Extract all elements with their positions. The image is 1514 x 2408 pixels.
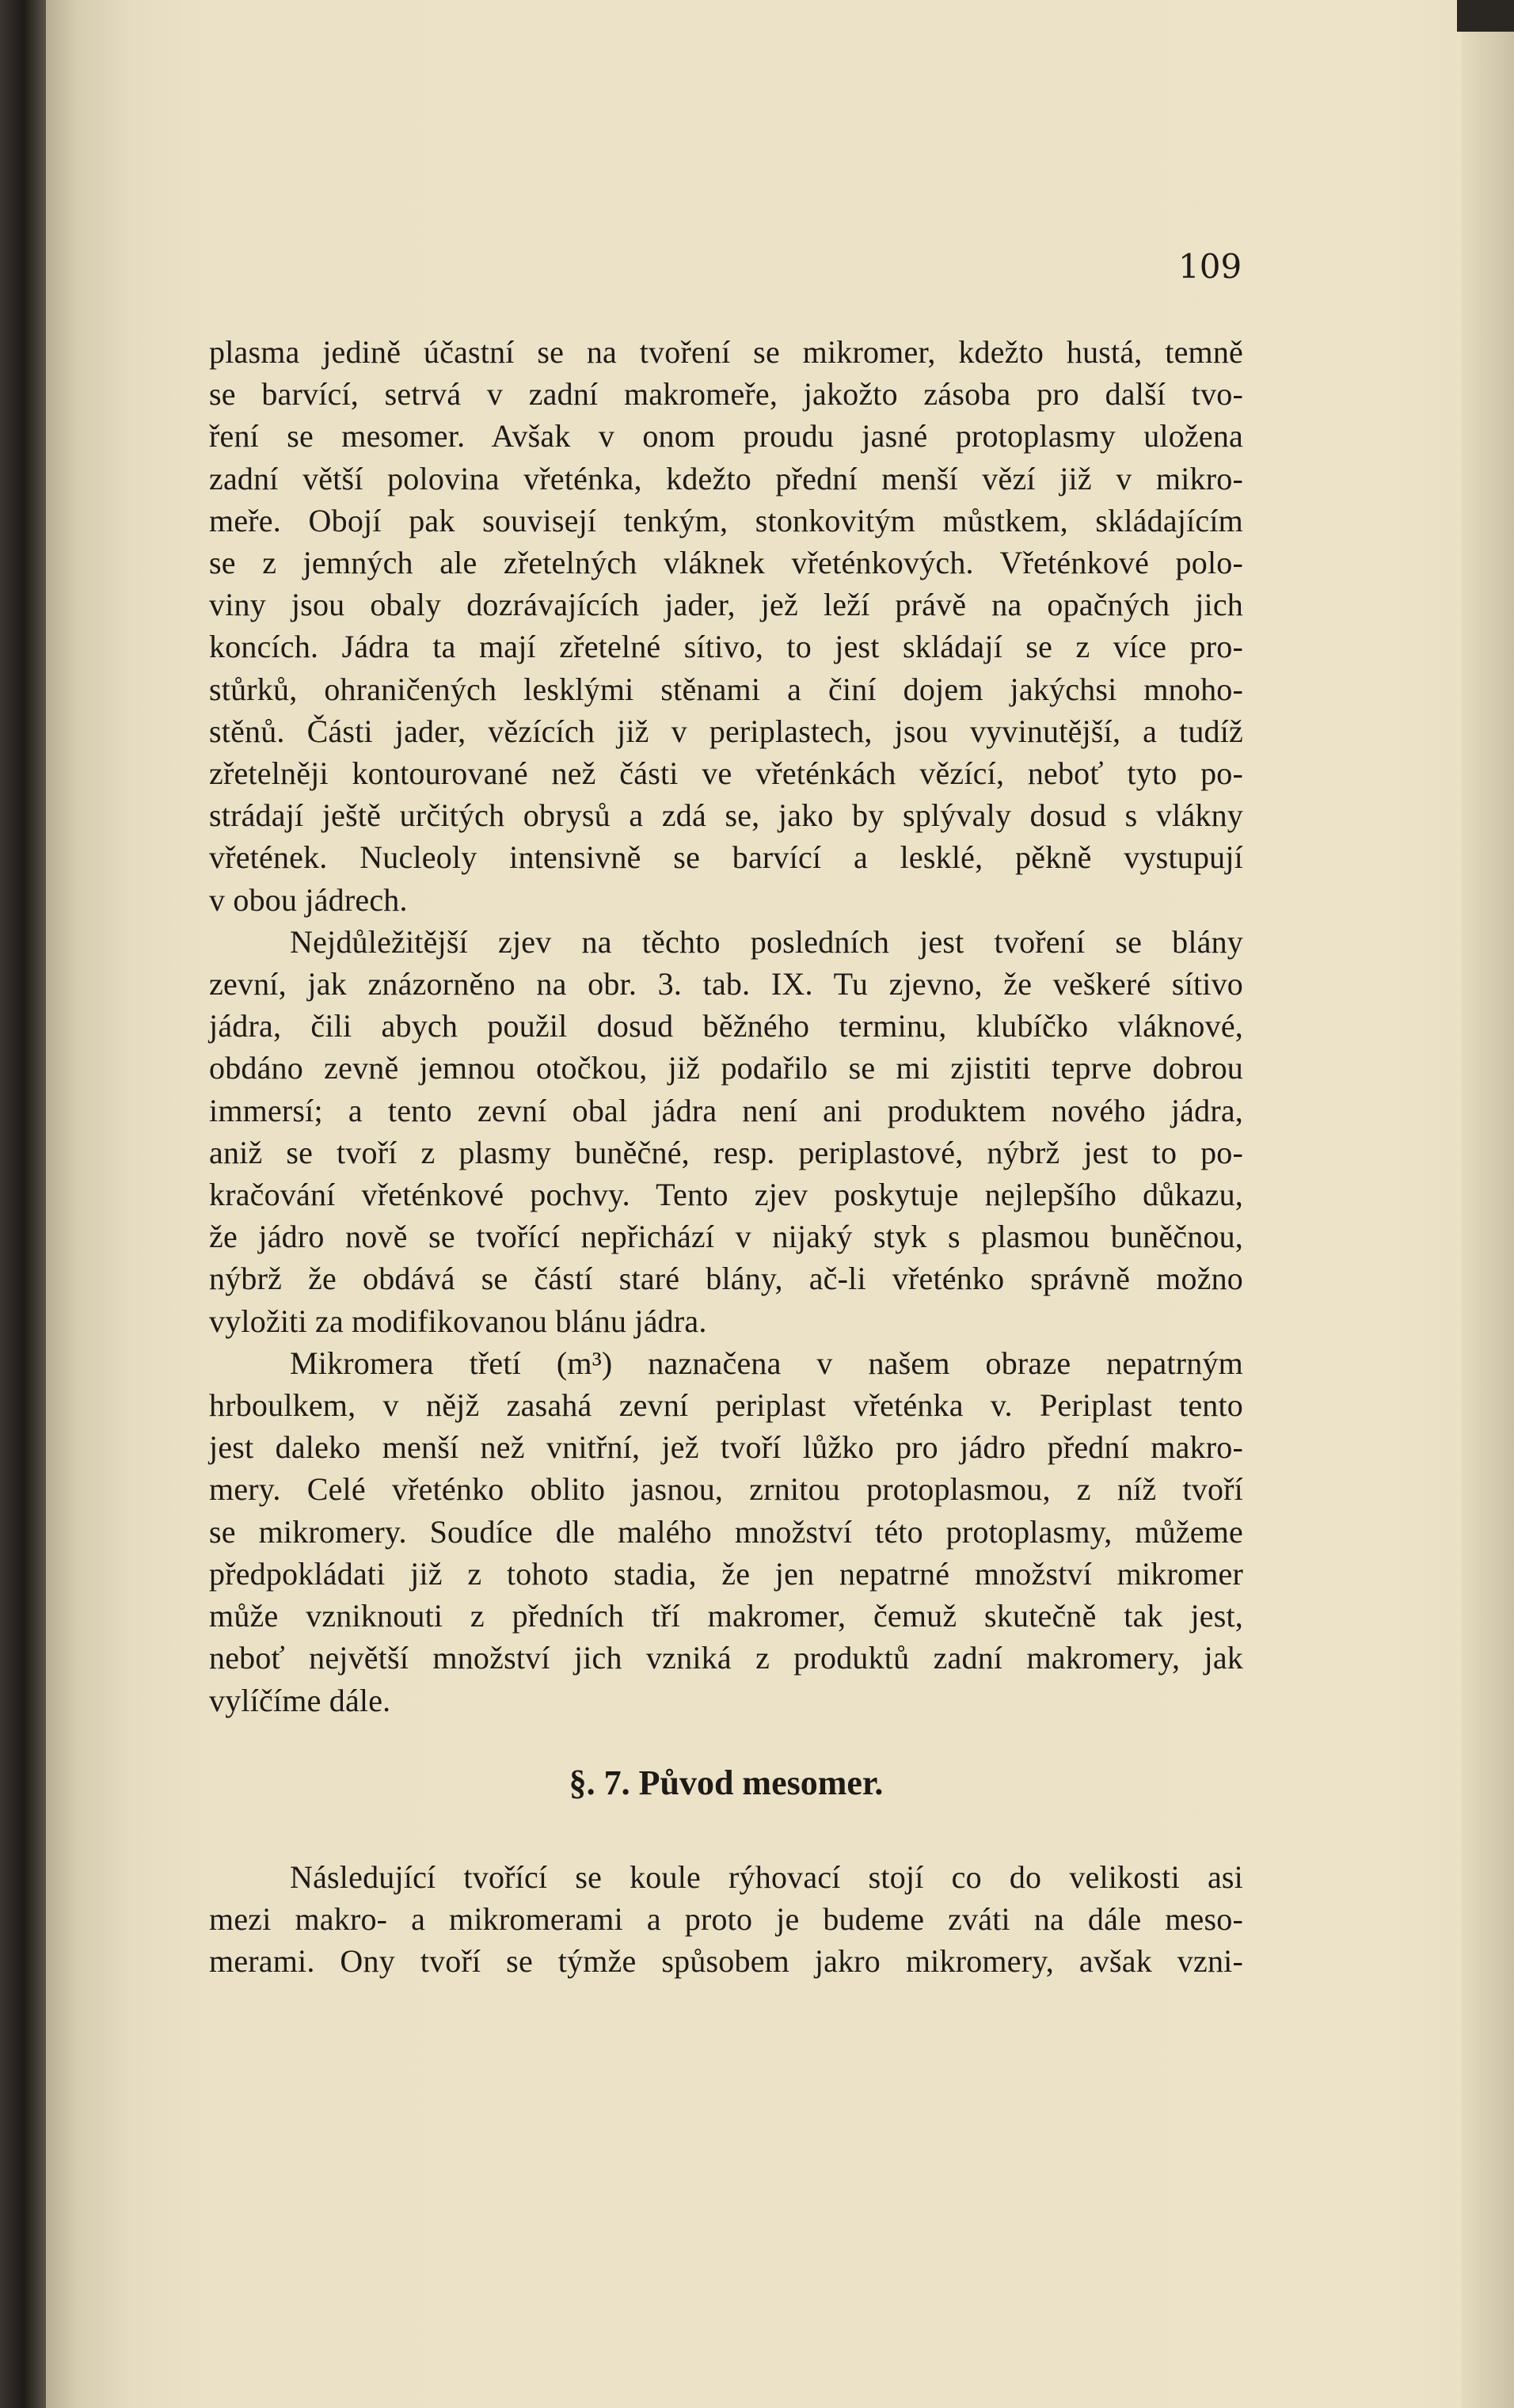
page-number: 109	[1178, 247, 1242, 286]
text-line: předpokládati již z tohoto stadia, že jen nepatrné množství mikromer	[209, 1555, 1243, 1592]
text-line: ření se mesomer. Avšak v onom proudu jasné protoplasmy uložena	[209, 418, 1243, 455]
text-line: merami. Ony tvoří se týmže spůsobem jakro mikromery, avšak vzni-	[209, 1943, 1243, 1980]
text-line: koncích. Jádra ta mají zřetelné sítivo, to jest skládají se z více pro-	[209, 629, 1243, 665]
text-line: stěnů. Části jader, vězících již v periplastech, jsou vyvinutější, a tudíž	[209, 713, 1243, 749]
text-line: jest daleko menší než vnitřní, jež tvoří lůžko pro jádro přední makro-	[209, 1429, 1243, 1466]
text-line: neboť největší množství jich vzniká z produktů zadní makromery, jak	[209, 1640, 1243, 1676]
text-line: stůrků, ohraničených lesklými stěnami a činí dojem jakýchsi mnoho-	[209, 671, 1243, 707]
text-line: kračování vřeténkové pochvy. Tento zjev poskytuje nejlepšího důkazu,	[209, 1177, 1243, 1213]
text-line: immersí; a tento zevní obal jádra není ani produktem nového jádra,	[209, 1092, 1243, 1128]
text-line: vyložiti za modifikovanou blánu jádra.	[209, 1303, 707, 1339]
text-line: plasma jedině účastní se na tvoření se mikromer, kdežto hustá, temně	[209, 334, 1243, 370]
text-line: zadní větší polovina vřeténka, kdežto přední menší vězí již v mikro-	[209, 460, 1243, 496]
text-line: meře. Obojí pak souvisejí tenkým, stonkovitým můstkem, skládajícím	[209, 502, 1243, 538]
text-line: může vzniknouti z předních tří makromer, čemuž skutečně tak jest,	[209, 1598, 1243, 1634]
text-line: hrboulkem, v nějž zasahá zevní periplast vřeténka v. Periplast tento	[209, 1387, 1243, 1424]
text-line: obdáno zevně jemnou otočkou, již podařilo se mi zjistiti teprve dobrou	[209, 1050, 1243, 1086]
text-line: mery. Celé vřeténko oblito jasnou, zrnitou protoplasmou, z níž tvoří	[209, 1471, 1243, 1508]
text-line: se z jemných ale zřetelných vláknek vřeténkových. Vřeténkové polo-	[209, 545, 1243, 581]
page-corner-shadow	[1457, 0, 1514, 32]
text-line: viny jsou obaly dozrávajících jader, jež leží právě na opačných jich	[209, 587, 1243, 623]
text-line: Následující tvořící se koule rýhovací stojí co do velikosti asi	[290, 1859, 1243, 1895]
paragraph-2	[209, 921, 1243, 1342]
text-line: vřetének. Nucleoly intensivně se barvící a lesklé, pěkně vystupují	[209, 839, 1243, 876]
section-heading: §. 7. Původ mesomer.	[569, 1763, 884, 1802]
paragraph-4	[209, 1856, 1243, 1983]
book-spine-shadow	[0, 0, 46, 2408]
text-line: Mikromera třetí (m³) naznačena v našem obraze nepatrným	[290, 1345, 1243, 1381]
text-line: strádají ještě určitých obrysů a zdá se, jako by splývaly dosud s vlákny	[209, 797, 1243, 834]
text-line: nýbrž že obdává se částí staré blány, ač-li vřeténko správně možno	[209, 1261, 1243, 1297]
text-line: zřetelněji kontourované než části ve vřeténkách vězící, neboť tyto po-	[209, 755, 1243, 792]
text-line: se barvící, setrvá v zadní makromeře, jakožto zásoba pro další tvo-	[209, 376, 1243, 413]
text-line: vylíčíme dále.	[209, 1682, 391, 1718]
text-line: že jádro nově se tvořící nepřichází v nijaký styk s plasmou buněčnou,	[209, 1219, 1243, 1255]
text-line: se mikromery. Soudíce dle malého množství této protoplasmy, můžeme	[209, 1513, 1243, 1550]
section-text-block	[209, 1856, 1243, 1983]
text-line: zevní, jak znázorněno na obr. 3. tab. IX. Tu zjevno, že veškeré sítivo	[209, 966, 1243, 1002]
main-text-block	[209, 331, 1243, 1721]
text-line: aniž se tvoří z plasmy buněčné, resp. periplastové, nýbrž jest to po-	[209, 1134, 1243, 1170]
text-line: v obou jádrech.	[209, 881, 408, 918]
page-right-edge	[1461, 0, 1514, 2408]
text-line: Nejdůležitější zjev na těchto posledních jest tvoření se blány	[290, 923, 1243, 960]
paragraph-3	[209, 1342, 1243, 1721]
paragraph-1	[209, 331, 1243, 921]
text-line: jádra, čili abych použil dosud běžného terminu, klubíčko vláknové,	[209, 1008, 1243, 1044]
text-line: mezi makro- a mikromerami a proto je budeme zváti na dále meso-	[209, 1901, 1243, 1938]
